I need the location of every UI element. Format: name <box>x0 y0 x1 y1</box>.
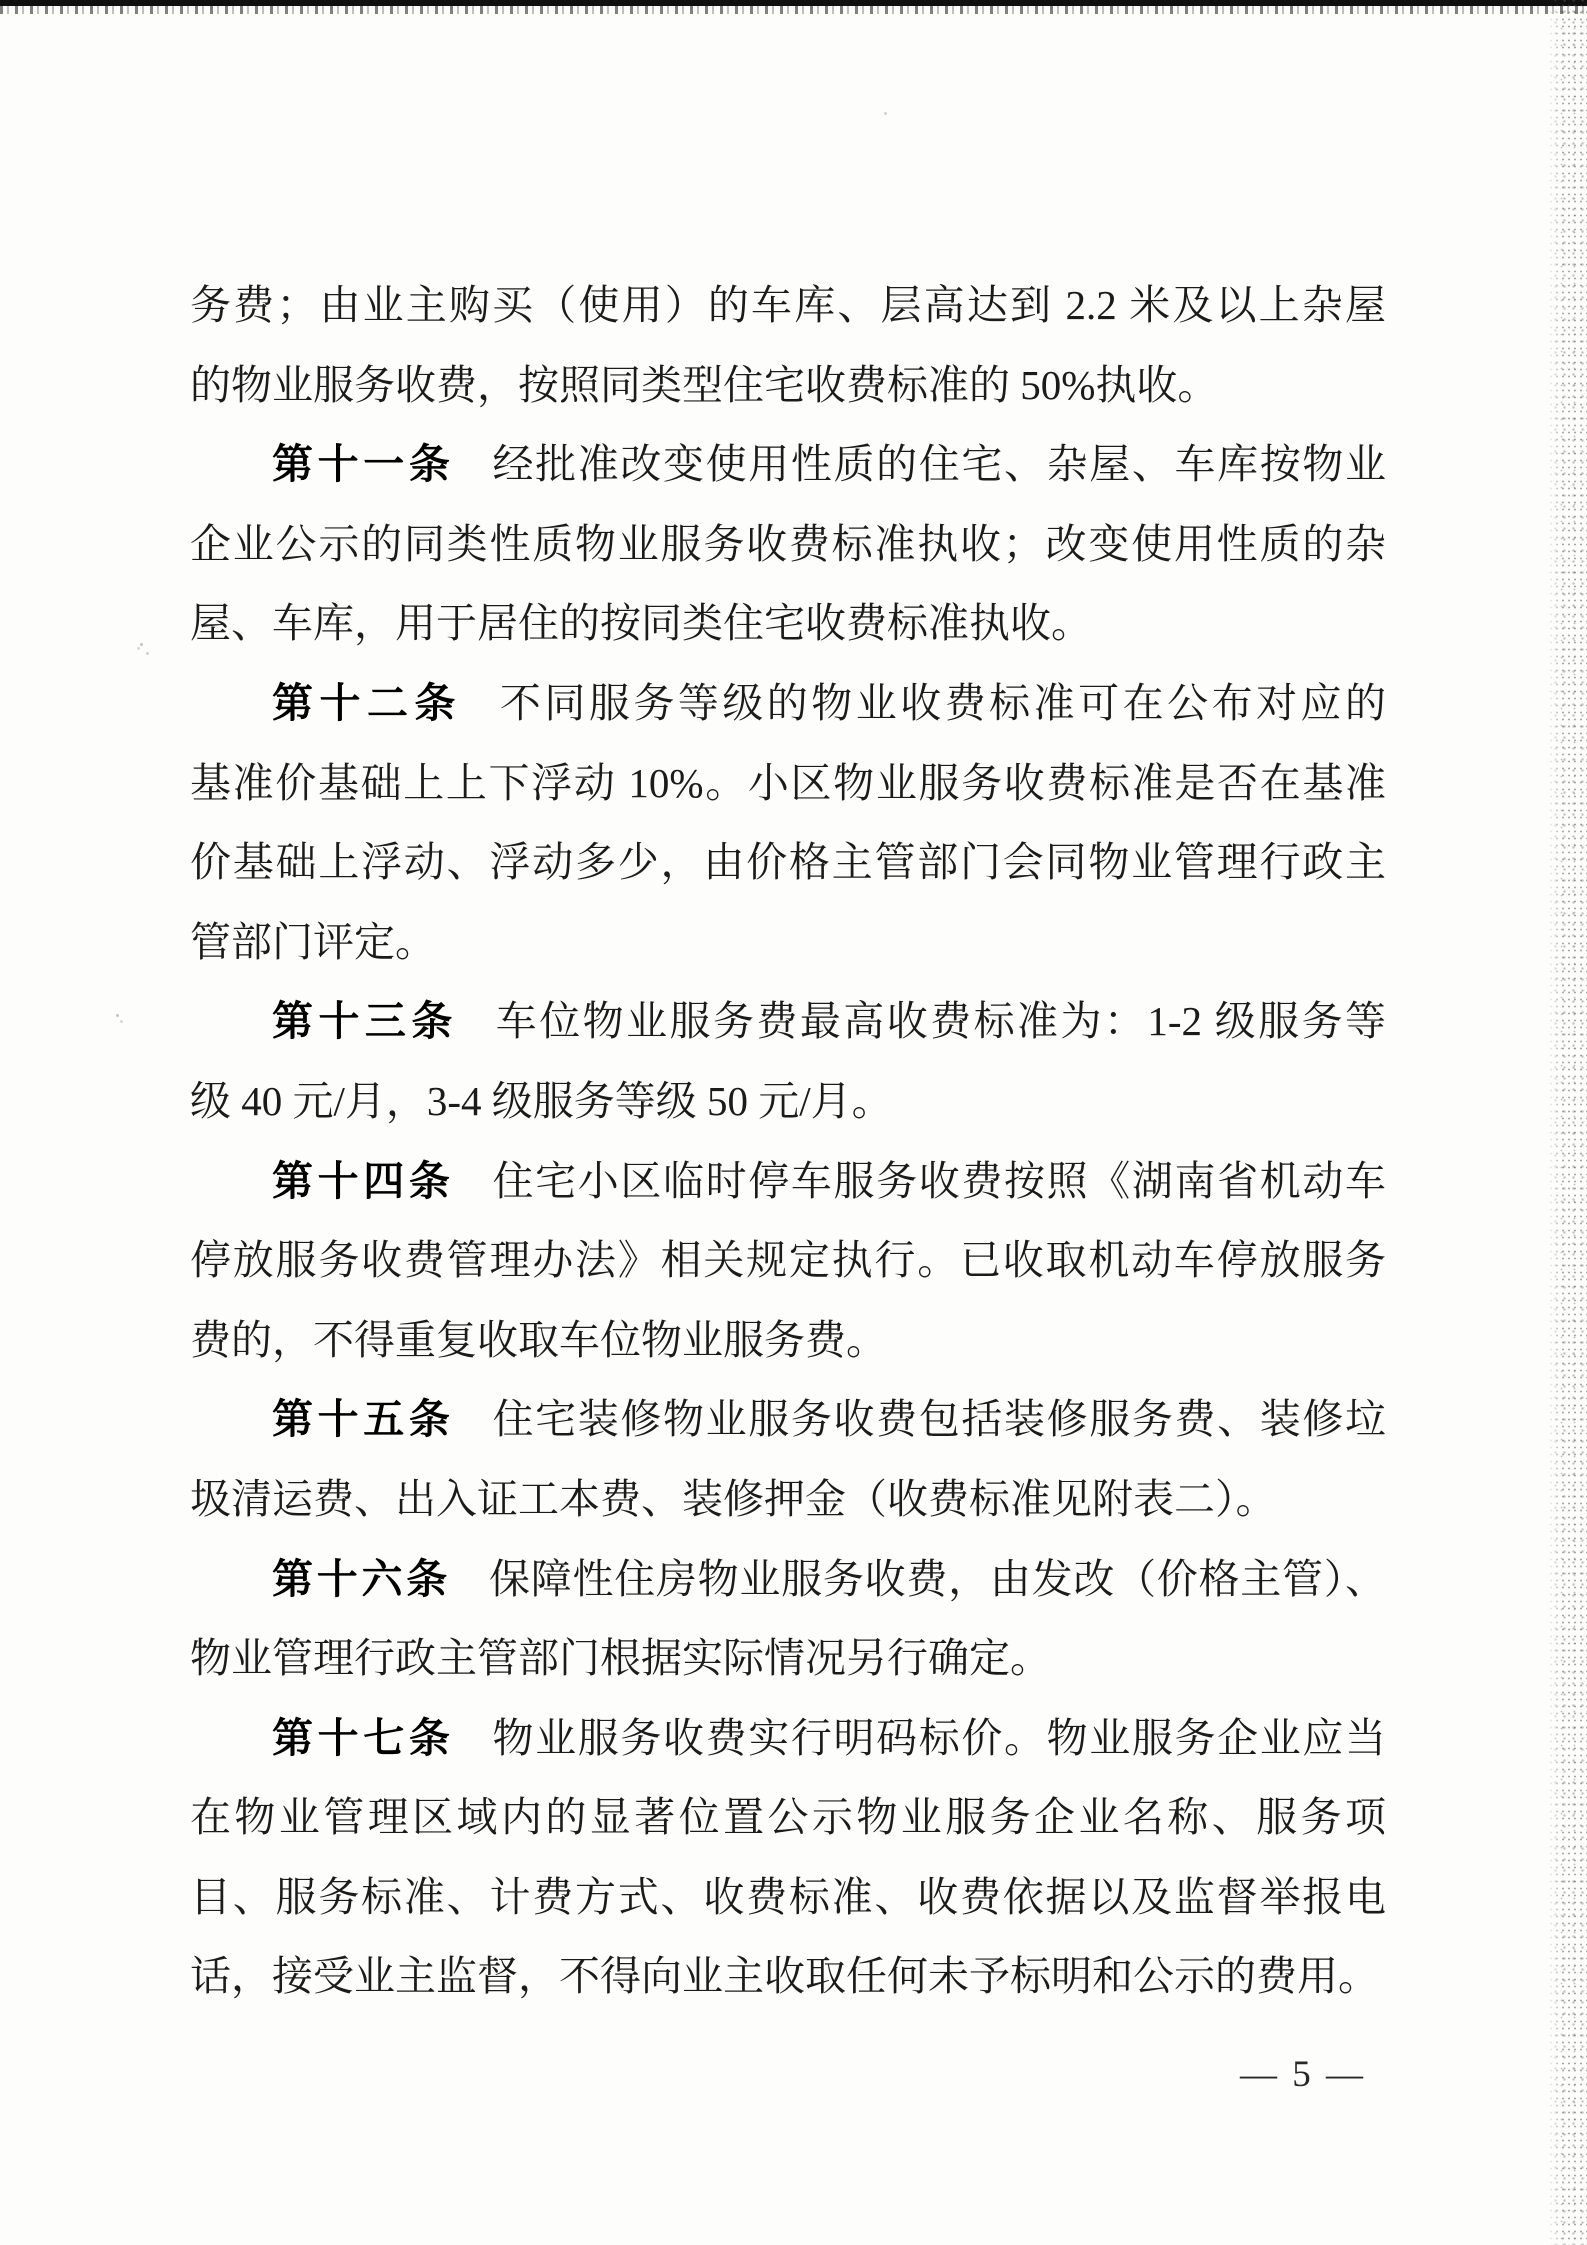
text-line: 费的，不得重复收取车位物业服务费。 <box>190 1316 887 1363</box>
article-line: 第十五条 住宅装修物业服务收费包括装修服务费、装修垃 <box>272 1396 1386 1443</box>
article-line: 第十四条 住宅小区临时停车服务收费按照《湖南省机动车 <box>272 1157 1386 1204</box>
article-number: 第十六条 <box>272 1555 451 1602</box>
article-number: 第十五条 <box>272 1396 455 1443</box>
text-line: 停放服务收费管理办法》相关规定执行。已收取机动车停放服务 <box>190 1237 1386 1284</box>
text-line: 目、服务标准、计费方式、收费标准、收费依据以及监督举报电 <box>190 1873 1386 1920</box>
article-line: 第十六条 保障性住房物业服务收费，由发改（价格主管）、 <box>272 1555 1386 1602</box>
article-number: 第十一条 <box>272 441 455 488</box>
scan-speck <box>140 643 143 646</box>
text-line: 物业管理行政主管部门根据实际情况另行确定。 <box>190 1635 1051 1682</box>
article-line: 第十二条 不同服务等级的物业收费标准可在公布对应的 <box>272 679 1386 726</box>
text-line: 在物业管理区域内的显著位置公示物业服务企业名称、服务项 <box>190 1794 1386 1841</box>
text-line: 屋、车库，用于居住的按同类住宅收费标准执收。 <box>190 600 1092 647</box>
scan-speck <box>116 1014 119 1017</box>
article-number: 第十三条 <box>272 998 458 1045</box>
article-number: 第十七条 <box>272 1714 455 1761</box>
article-number: 第十四条 <box>272 1157 455 1204</box>
article-line: 第十三条 车位物业服务费最高收费标准为：1-2 级服务等 <box>272 998 1386 1045</box>
article-line: 第十七条 物业服务收费实行明码标价。物业服务企业应当 <box>272 1714 1386 1761</box>
article-line: 第十一条 经批准改变使用性质的住宅、杂屋、车库按物业 <box>272 441 1386 488</box>
page-number: — 5 — <box>1240 2054 1366 2095</box>
text-line: 的物业服务收费，按照同类型住宅收费标准的 50%执收。 <box>190 361 1219 408</box>
scan-noise-top <box>0 6 1587 14</box>
scan-speck <box>884 112 887 115</box>
text-line: 企业公示的同类性质物业服务收费标准执收；改变使用性质的杂 <box>190 520 1386 567</box>
text-line: 务费；由业主购买（使用）的车库、层高达到 2.2 米及以上杂屋 <box>190 282 1386 328</box>
text-line: 价基础上浮动、浮动多少，由价格主管部门会同物业管理行政主 <box>190 839 1386 886</box>
text-line: 级 40 元/月，3-4 级服务等级 50 元/月。 <box>190 1077 893 1124</box>
text-line: 圾清运费、出入证工本费、装修押金（收费标准见附表二）。 <box>190 1475 1277 1522</box>
text-line: 基准价基础上上下浮动 10%。小区物业服务收费标准是否在基准 <box>190 759 1386 806</box>
text-line: 话，接受业主监督，不得向业主收取任何未予标明和公示的费用。 <box>190 1953 1379 2000</box>
text-line: 管部门评定。 <box>190 918 436 965</box>
scan-noise-right <box>1547 0 1587 2245</box>
document-body <box>190 266 1386 2017</box>
article-number: 第十二条 <box>272 679 462 726</box>
